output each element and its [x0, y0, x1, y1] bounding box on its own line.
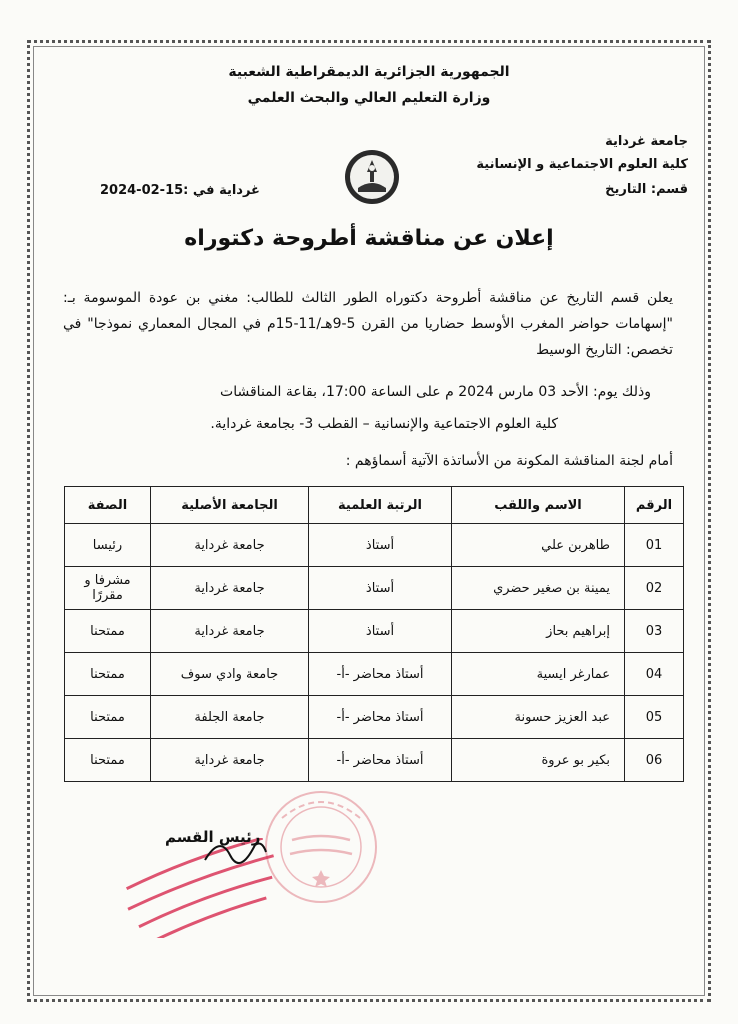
table-row — [65, 696, 684, 739]
committee-intro-line: أمام لجنة المناقشة المكونة من الأساتذة الآتية أسماؤهم : — [345, 453, 673, 469]
cell-role: ممتحنا — [65, 696, 151, 739]
cell-university: جامعة غرداية — [151, 739, 309, 782]
cell-name: طاهربن علي — [452, 524, 625, 567]
defense-date-line: وذلك يوم: الأحد 03 مارس 2024 م على الساعة 17:00، بقاعة المناقشات — [220, 384, 651, 400]
header-university: الجامعة الأصلية — [151, 487, 309, 524]
cell-number: 01 — [625, 524, 684, 567]
ministry-heading: وزارة التعليم العالي والبحث العلمي — [247, 90, 491, 106]
cell-role: مشرفا و مقررًا — [65, 567, 151, 610]
cell-number: 02 — [625, 567, 684, 610]
cell-university: جامعة غرداية — [151, 567, 309, 610]
cell-rank: أستاذ محاضر -أ- — [309, 739, 452, 782]
header-name: الاسم واللقب — [452, 487, 625, 524]
cell-rank: أستاذ محاضر -أ- — [309, 653, 452, 696]
department-name: قسم: التاريخ — [605, 182, 688, 197]
announcement-title: إعلان عن مناقشة أطروحة دكتوراه — [184, 226, 554, 251]
announcement-paragraph: يعلن قسم التاريخ عن مناقشة أطروحة دكتوراه الطور الثالث للطالب: مغني بن عودة الموسومة بـ: "إسهامات حواضر المغرب الأوسط حضاريا من القرن 5-9هـ/11-15م في المجال المعماري نموذجا" في تخصص: التاريخ الوسيط — [63, 290, 673, 358]
cell-role: ممتحنا — [65, 653, 151, 696]
university-name: جامعة غرداية — [605, 134, 688, 149]
table-row — [65, 739, 684, 782]
header-rank: الرتبة العلمية — [309, 487, 452, 524]
republic-heading: الجمهورية الجزائرية الديمقراطية الشعبية — [228, 64, 510, 80]
cell-number: 04 — [625, 653, 684, 696]
cell-role: ممتحنا — [65, 739, 151, 782]
cell-rank: أستاذ — [309, 610, 452, 653]
cell-rank: أستاذ — [309, 567, 452, 610]
cell-name: عمارغر ايسية — [452, 653, 625, 696]
table-row — [65, 653, 684, 696]
header-role: الصفة — [65, 487, 151, 524]
university-logo-icon — [343, 148, 401, 206]
cell-name: يمينة بن صغير حضري — [452, 567, 625, 610]
cell-name: بكير بو عروة — [452, 739, 625, 782]
cell-number: 03 — [625, 610, 684, 653]
cell-number: 06 — [625, 739, 684, 782]
cell-rank: أستاذ — [309, 524, 452, 567]
cell-role: ممتحنا — [65, 610, 151, 653]
cell-university: جامعة وادي سوف — [151, 653, 309, 696]
cell-role: رئيسا — [65, 524, 151, 567]
header-number: الرقم — [625, 487, 684, 524]
signer-title: رئيس القسم — [165, 828, 261, 846]
city-date-label: غرداية في : — [183, 183, 260, 198]
cell-name: عبد العزيز حسونة — [452, 696, 625, 739]
jury-table — [64, 486, 684, 782]
issue-date — [100, 183, 260, 198]
table-row — [65, 524, 684, 567]
cell-number: 05 — [625, 696, 684, 739]
cell-university: جامعة الجلفة — [151, 696, 309, 739]
faculty-name: كلية العلوم الاجتماعية و الإنسانية — [476, 157, 688, 172]
cell-university: جامعة غرداية — [151, 524, 309, 567]
cell-rank: أستاذ محاضر -أ- — [309, 696, 452, 739]
date-value: 2024-02-15 — [100, 183, 184, 198]
table-row — [65, 610, 684, 653]
cell-university: جامعة غرداية — [151, 610, 309, 653]
defense-place-line: كلية العلوم الاجتماعية والإنسانية – القطب 3- بجامعة غرداية. — [210, 416, 558, 432]
table-header-row — [65, 487, 684, 524]
cell-name: إبراهيم بحاز — [452, 610, 625, 653]
table-row — [65, 567, 684, 610]
